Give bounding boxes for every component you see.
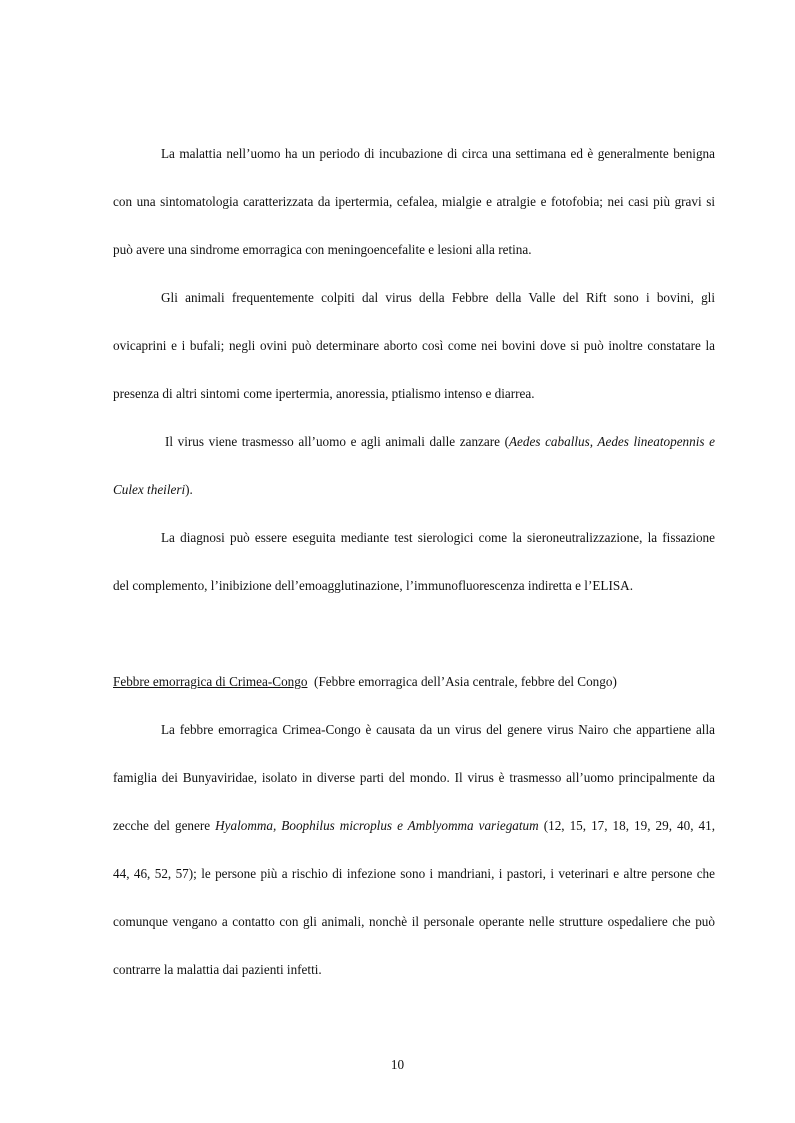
paragraph-5-line-2: famiglia dei Bunyaviridae, isolato in diverse parti del mondo. Il virus è trasmesso all’uomo principalmente da [113,770,715,785]
paragraph-5-references: (12, 15, 17, 18, 19, 29, 40, 41, [543,818,716,833]
section-heading [113,674,715,690]
paragraph-5-line-4: 44, 46, 52, 57); le persone più a rischio di infezione sono i mandriani, i pastori, i veterinari e altre persone che [113,866,715,881]
paragraph-5-line-1: La febbre emorragica Crimea-Congo è causata da un virus del genere virus Nairo che appartiene alla [161,722,715,737]
paragraph-5-genus-intro: zecche del genere [113,818,211,833]
page-number: 10 [390,1057,405,1072]
paragraph-3-species: Aedes caballus, Aedes lineatopennis e [508,434,715,449]
paragraph-5-line-6: contrarre la malattia dai pazienti infetti. [113,962,322,977]
section-title: Febbre emorragica di Crimea-Congo [113,674,308,689]
paragraph-3-species-2: Culex theileri [113,482,186,497]
section-subtitle: (Febbre emorragica dell’Asia centrale, febbre del Congo) [314,674,617,689]
paragraph-4-line-2: del complemento, l’inibizione dell’emoagglutinazione, l’immunofluorescenza indiretta e l’ELISA. [113,578,634,593]
paragraph-5-line-5: comunque vengano a contatto con gli animali, nonchè il personale operante nelle strutture ospedaliere che può [113,914,715,929]
paragraph-3-text: Il virus viene trasmesso all’uomo e agli animali dalle zanzare ( [165,434,509,449]
paragraph-4-line-1: La diagnosi può essere eseguita mediante test sierologici come la sieroneutralizzazione, la fissazione [161,530,715,545]
paragraph-3-end: ). [185,482,193,497]
paragraph-1-line-2: con una sintomatologia caratterizzata da ipertermia, cefalea, mialgie e atralgie e fotofobia; nei casi più gravi si [113,194,715,209]
paragraph-1-line-1: La malattia nell’uomo ha un periodo di incubazione di circa una settimana ed è generalmente benigna [161,146,715,161]
paragraph-5-line-3 [113,818,715,834]
paragraph-5-species: Hyalomma, Boophilus microplus e Amblyomma variegatum [215,818,539,833]
paragraph-3-line-1 [165,434,715,450]
paragraph-1-line-3: può avere una sindrome emorragica con meningoencefalite e lesioni alla retina. [113,242,532,257]
paragraph-2-line-2: ovicaprini e i bufali; negli ovini può determinare aborto così come nei bovini dove si può inoltre constatare la [113,338,715,353]
paragraph-2-line-3: presenza di altri sintomi come ipertermia, anoressia, ptialismo intenso e diarrea. [113,386,535,401]
paragraph-3-line-2 [113,482,715,498]
paragraph-2-line-1: Gli animali frequentemente colpiti dal virus della Febbre della Valle del Rift sono i bovini, gli [161,290,715,305]
